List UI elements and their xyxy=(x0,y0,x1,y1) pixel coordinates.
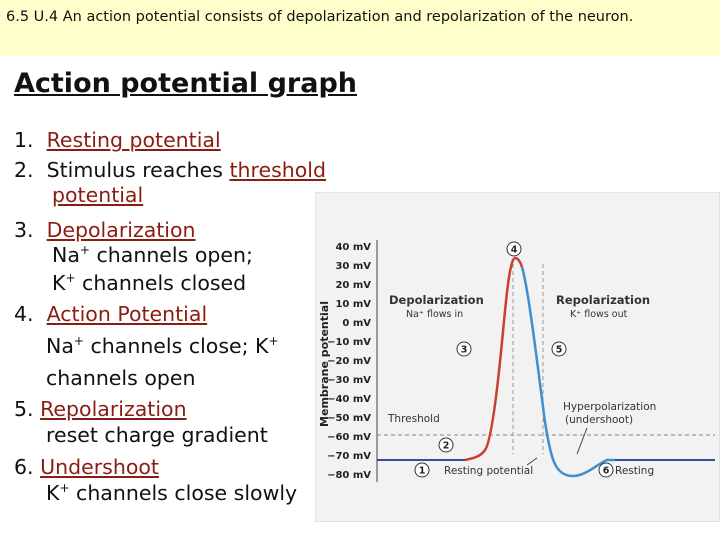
list-item: 4. Action Potential xyxy=(14,302,208,326)
tick-label: −30 mV xyxy=(327,375,371,386)
list-item: 5. Repolarization xyxy=(14,397,187,421)
marker-label: 5 xyxy=(555,344,563,356)
action-potential-figure xyxy=(315,192,720,522)
list-item: 1. Resting potential xyxy=(14,128,221,152)
term-resting-potential: Resting potential xyxy=(46,128,221,152)
tick-label: −20 mV xyxy=(327,356,371,367)
term-action-potential: Action Potential xyxy=(46,302,208,326)
banner-text: 6.5 U.4 An action potential consists of depolarization and repolarization of the neuron. xyxy=(6,9,634,25)
resting-label: Resting xyxy=(615,465,655,477)
undershoot-label: (undershoot) xyxy=(565,414,634,426)
tick-label: 0 mV xyxy=(342,318,371,329)
tick-label: 20 mV xyxy=(335,280,371,291)
tick-label: −10 mV xyxy=(327,337,371,348)
list-subitem: Na+ channels close; K+ xyxy=(46,334,279,358)
term-repolarization: Repolarization xyxy=(40,397,187,421)
term-depolarization: Depolarization xyxy=(46,218,196,242)
tick-label: −80 mV xyxy=(327,470,371,481)
list-subitem: K+ channels closed xyxy=(52,271,247,295)
marker-label: 4 xyxy=(510,244,518,256)
page-title: Action potential graph xyxy=(14,68,357,99)
list-item: 6. Undershoot xyxy=(14,455,159,479)
action-potential-graph xyxy=(315,192,720,522)
header-banner xyxy=(0,0,720,56)
tick-label: 10 mV xyxy=(335,299,371,310)
list-subitem: K+ channels close slowly xyxy=(46,481,298,505)
term-potential: potential xyxy=(52,183,144,207)
list-item-cont xyxy=(52,181,143,209)
threshold-label: Threshold xyxy=(388,413,440,425)
k-flows-out-label: K⁺ flows out xyxy=(570,309,628,320)
hyperpolarization-label: Hyperpolarization xyxy=(563,401,657,413)
tick-label: 30 mV xyxy=(335,261,371,272)
tick-label: 40 mV xyxy=(335,242,371,253)
repolarization-label: Repolarization xyxy=(556,293,651,307)
list-subitem: Na+ channels open; xyxy=(52,243,253,267)
tick-label: −60 mV xyxy=(327,432,371,443)
list-item: 3. Depolarization xyxy=(14,218,196,242)
tick-label: −70 mV xyxy=(327,451,371,462)
na-flows-in-label: Na⁺ flows in xyxy=(406,309,464,320)
tick-label: −40 mV xyxy=(327,394,371,405)
marker-label: 3 xyxy=(460,344,468,356)
marker-label: 2 xyxy=(442,440,450,452)
list-subitem: reset charge gradient xyxy=(46,423,268,447)
term-undershoot: Undershoot xyxy=(40,455,159,479)
marker-label: 1 xyxy=(418,465,426,477)
y-axis-label: Membrane potential xyxy=(318,301,331,427)
depolarization-label: Depolarization xyxy=(389,293,484,307)
list-subitem: channels open xyxy=(46,366,196,390)
marker-label: 6 xyxy=(602,465,610,477)
list-item: 2. Stimulus reaches threshold xyxy=(14,158,326,182)
term-threshold: threshold xyxy=(229,158,326,182)
resting-potential-label: Resting potential xyxy=(444,465,534,477)
tick-label: −50 mV xyxy=(327,413,371,424)
